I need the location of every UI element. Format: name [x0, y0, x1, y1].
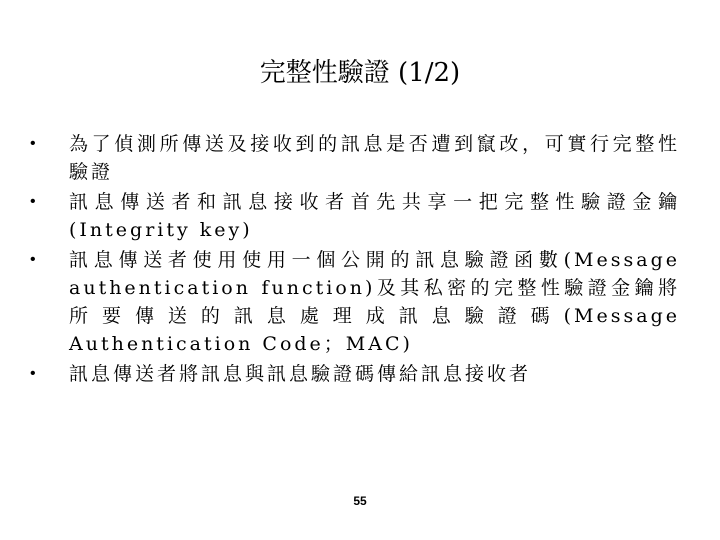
bullet-icon: • [30, 193, 39, 210]
bullet-icon: • [30, 135, 39, 152]
bullet-list [30, 130, 680, 390]
bullet-text: 訊息傳送者和訊息接收者首先共享一把完整性驗證金鑰(Integrity key) [69, 191, 680, 241]
bullet-icon: • [30, 251, 39, 268]
bullet-text: 為了偵測所傳送及接收到的訊息是否遭到竄改，可實行完整性驗證 [69, 133, 680, 183]
bullet-item [30, 130, 680, 186]
bullet-item [30, 360, 680, 388]
page-number: 55 [353, 494, 367, 508]
slide-title: 完整性驗證 (1/2) [259, 58, 461, 88]
bullet-text: 訊息傳送者使用使用一個公開的訊息驗證函數(Message authentication function)及其私密的完整性驗證金鑰將所要傳送的訊息處理成訊息驗證碼(Message Authentication Code；MAC) [69, 249, 680, 355]
bullet-item [30, 246, 680, 358]
bullet-text: 訊息傳送者將訊息與訊息驗證碼傳給訊息接收者 [69, 363, 532, 385]
bullet-item [30, 188, 680, 244]
bullet-icon: • [30, 365, 39, 382]
